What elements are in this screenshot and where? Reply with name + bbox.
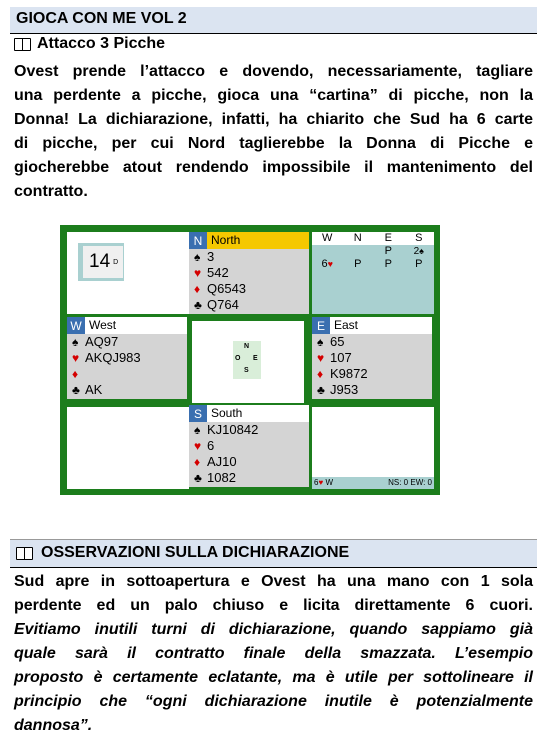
hand-east: [312, 317, 432, 399]
paragraph-line: contratto.: [14, 183, 88, 200]
seat-badge-south: S: [189, 405, 207, 422]
south-clubs: 1082: [207, 470, 236, 485]
dealer-mark: D: [113, 258, 119, 266]
paragraph-line: di picche, per cui Nord taglierebbe la Donna di Picche e: [14, 135, 533, 152]
book-icon: [14, 37, 32, 51]
document-title-bar: [10, 7, 537, 34]
hand-west: [67, 317, 187, 399]
auction-bid-level: 6: [321, 258, 328, 270]
observations-paragraph: [14, 570, 533, 738]
north-diamonds: Q6543: [207, 281, 247, 296]
lead-paragraph: [14, 60, 533, 204]
tricks-number: 14: [89, 251, 111, 272]
auction-header-n: N: [343, 232, 374, 245]
club-icon: ♣: [72, 383, 80, 397]
hand-south: [189, 405, 309, 487]
club-icon: ♣: [194, 298, 202, 312]
paragraph-line: Evitiamo inutili turni di dichiarazione, quando sappiamo già: [14, 621, 533, 638]
seat-badge-north: N: [189, 232, 207, 249]
auction-bid: P: [384, 245, 392, 257]
club-icon: ♣: [317, 383, 325, 397]
west-clubs: AK: [85, 382, 103, 397]
seat-name-north: North: [211, 233, 241, 247]
contract-label: [314, 477, 333, 489]
auction-panel: [312, 232, 434, 314]
east-spades: 65: [330, 334, 345, 349]
seat-name-east: East: [334, 318, 359, 332]
west-hearts: AKQJ983: [85, 350, 141, 365]
auction-bid: P: [384, 258, 392, 270]
section-heading-observations-text: OSSERVAZIONI SULLA DICHIARAZIONE: [41, 544, 350, 561]
paragraph-line: Sud apre in sottoapertura e Ovest ha una mano con 1 sola: [14, 573, 533, 590]
declarer: W: [325, 478, 333, 487]
document-title: GIOCA CON ME VOL 2: [16, 10, 187, 27]
book-icon: [16, 546, 34, 560]
empty-panel: [67, 407, 189, 489]
seat-name-south: South: [211, 406, 243, 420]
compass-panel: [192, 321, 304, 403]
spade-icon: ♠: [317, 335, 324, 349]
section-heading-lead-text: Attacco 3 Picche: [37, 35, 166, 52]
tricks-counter: [77, 242, 125, 282]
score-panel: [312, 407, 434, 489]
diamond-icon: ♦: [194, 282, 201, 296]
auction-header-s: S: [404, 232, 435, 245]
seat-name-west: West: [89, 318, 117, 332]
diamond-icon: ♦: [72, 367, 79, 381]
heart-icon: ♥: [327, 259, 333, 269]
auction-bid: P: [415, 258, 423, 270]
north-hearts: 542: [207, 265, 229, 280]
paragraph-line: quale sarà il contratto finale della smazzata. L’esempio: [14, 645, 533, 662]
seat-badge-east: E: [312, 317, 330, 334]
seat-badge-west: W: [67, 317, 85, 334]
west-spades: AQ97: [85, 334, 119, 349]
diamond-icon: ♦: [317, 367, 324, 381]
south-diamonds: AJ10: [207, 454, 237, 469]
paragraph-line: perdente ed un palo chiuso e licita direttamente 6 cuori.: [14, 597, 533, 614]
east-hearts: 107: [330, 350, 352, 365]
auction-bid: P: [354, 258, 362, 270]
score-text: NS: 0 EW: 0: [388, 478, 432, 487]
heart-icon: ♥: [194, 266, 202, 280]
auction-bid-6h: [312, 258, 343, 271]
heart-icon: ♥: [72, 351, 80, 365]
section-heading-bar: [10, 539, 537, 568]
paragraph-line: Donna! La dichiarazione, infatti, ha chiarito che Sud ha 6 carte: [14, 111, 533, 128]
paragraph-line: dannosa”.: [14, 717, 93, 734]
south-spades: KJ10842: [207, 422, 259, 437]
paragraph-line: proposto è certamente eclatante, ma è utile per sottolineare il: [14, 669, 533, 686]
bridge-board: [60, 225, 440, 495]
compass-rose: [233, 341, 261, 379]
compass-n: N: [244, 343, 250, 350]
section-heading-observations: [16, 544, 349, 562]
auction-header-e: E: [373, 232, 404, 245]
section-heading-lead: [14, 35, 165, 53]
hand-north: [189, 232, 309, 314]
paragraph-line: principio che “ogni dichiarazione inutile è potenzialmente: [14, 693, 533, 710]
compass-e: E: [253, 355, 258, 362]
east-diamonds: K9872: [330, 366, 368, 381]
paragraph-line: giocherebbe atout rendendo impossibile il mantenimento del: [14, 159, 533, 176]
south-hearts: 6: [207, 438, 215, 453]
auction-bid: [343, 245, 374, 258]
tricks-panel: [67, 232, 189, 314]
paragraph-line: Ovest prende l’attacco e dovendo, necessariamente, tagliare: [14, 63, 533, 80]
spade-icon: ♠: [194, 423, 201, 437]
spade-icon: ♠: [194, 250, 201, 264]
compass-s: S: [244, 367, 249, 374]
spade-icon: ♠: [72, 335, 79, 349]
score-strip: [312, 477, 434, 489]
auction-header-w: W: [312, 232, 343, 245]
heart-icon: ♥: [194, 439, 202, 453]
auction-bid: [312, 245, 343, 258]
heart-icon: ♥: [317, 351, 325, 365]
north-clubs: Q764: [207, 297, 239, 312]
paragraph-line: una perdente a picche, gioca una “cartina” di picche, non la: [14, 87, 533, 104]
north-spades: 3: [207, 249, 215, 264]
east-clubs: J953: [330, 382, 359, 397]
heart-icon: ♥: [318, 478, 324, 487]
contract-level: 6: [314, 478, 319, 487]
auction-bid-2s: 2♠: [413, 246, 424, 257]
diamond-icon: ♦: [194, 455, 201, 469]
compass-o: O: [235, 355, 241, 362]
club-icon: ♣: [194, 471, 202, 485]
